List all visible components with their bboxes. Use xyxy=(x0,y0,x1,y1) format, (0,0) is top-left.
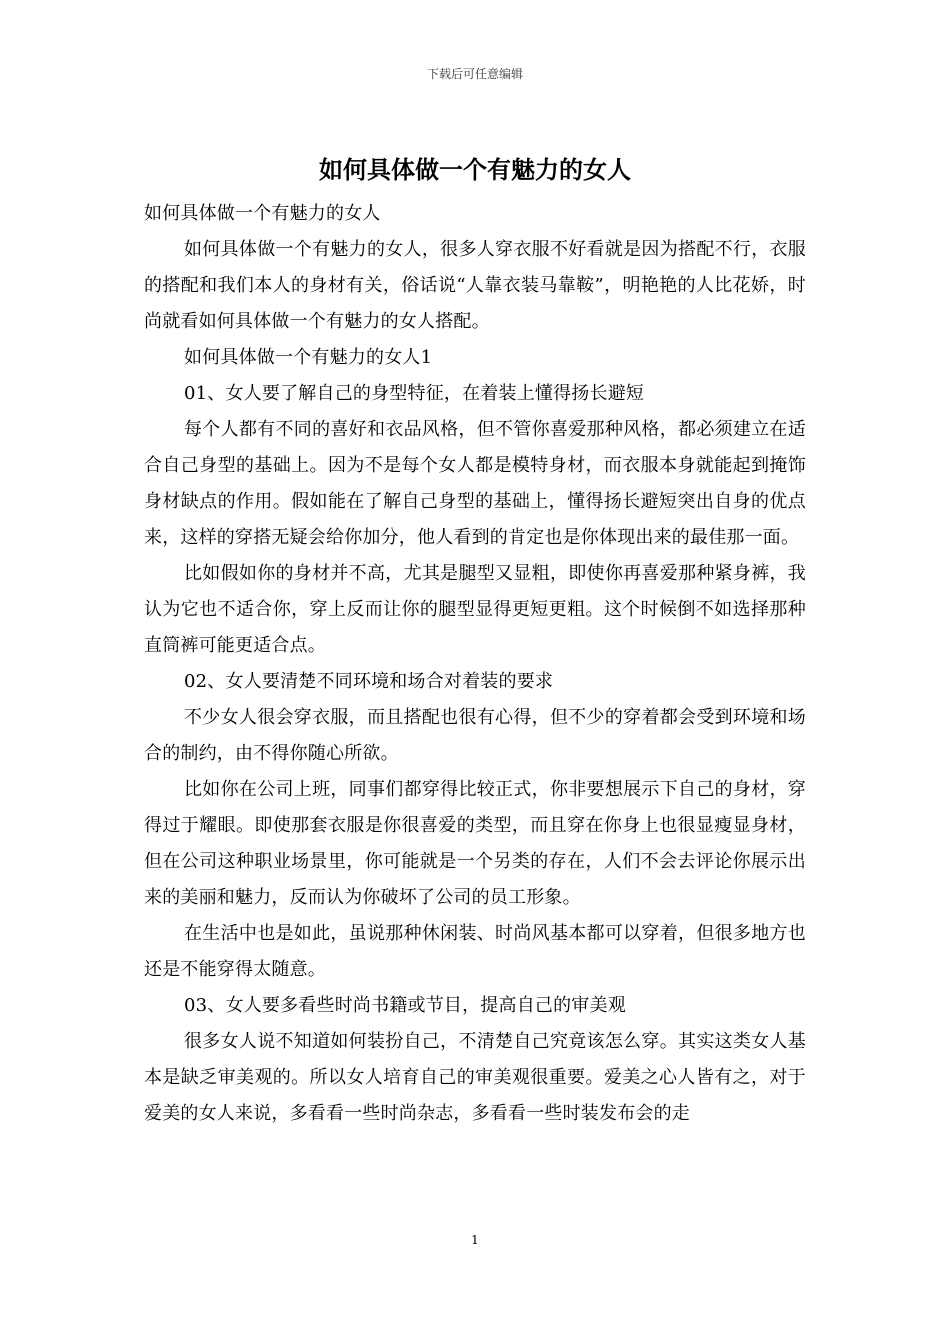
paragraph: 在生活中也是如此，虽说那种休闲装、时尚风基本都可以穿着，但很多地方也还是不能穿得太随意。 xyxy=(144,923,806,980)
paragraph-subtitle: 如何具体做一个有魅力的女人 xyxy=(144,203,381,224)
paragraph: 每个人都有不同的喜好和衣品风格，但不管你喜爱那种风格，都必须建立在适合自己身型的基础上。因为不是每个女人都是模特身材，而衣服本身就能起到掩饰身材缺点的作用。假如能在了解自己身型的基础上，懂得扬长避短突出自身的优点来，这样的穿搭无疑会给你加分，他人看到的肯定也是你体现出来的最佳那一面。 xyxy=(144,419,806,548)
paragraph: 比如你在公司上班，同事们都穿得比较正式，你非要想展示下自己的身材，穿得过于耀眼。即使那套衣服是你很喜爱的类型，而且穿在你身上也很显瘦显身材，但在公司这种职业场景里，你可能就是一个另类的存在，人们不会去评论你展示出来的美丽和魅力，反而认为你破坏了公司的员工形象。 xyxy=(144,779,806,908)
paragraph-section-heading: 如何具体做一个有魅力的女人1 xyxy=(184,347,433,368)
document-title: 如何具体做一个有魅力的女人 xyxy=(319,155,631,184)
paragraph-intro: 如何具体做一个有魅力的女人，很多人穿衣服不好看就是因为搭配不行，衣服的搭配和我们本人的身材有关，俗话说“人靠衣装马靠鞍”，明艳艳的人比花娇，时尚就看如何具体做一个有魅力的女人搭配。 xyxy=(144,239,806,332)
paragraph: 不少女人很会穿衣服，而且搭配也很有心得，但不少的穿着都会受到环境和场合的制约，由不得你随心所欲。 xyxy=(144,707,806,764)
page-header: 下载后可任意编辑 xyxy=(426,67,523,81)
paragraph: 比如假如你的身材并不高，尤其是腿型又显粗，即使你再喜爱那种紧身裤，我认为它也不适合你，穿上反而让你的腿型显得更短更粗。这个时候倒不如选择那种直筒裤可能更适合点。 xyxy=(144,563,806,656)
paragraph-point-03: 03、女人要多看些时尚书籍或节目，提高自己的审美观 xyxy=(184,995,626,1016)
paragraph-point-02: 02、女人要清楚不同环境和场合对着装的要求 xyxy=(184,671,554,692)
paragraph: 很多女人说不知道如何装扮自己，不清楚自己究竟该怎么穿。其实这类女人基本是缺乏审美观的。所以女人培育自己的审美观很重要。爱美之心人皆有之，对于爱美的女人来说，多看看一些时尚杂志，多看看一些时装发布会的走 xyxy=(144,1031,806,1124)
paragraph-point-01: 01、女人要了解自己的身型特征，在着装上懂得扬长避短 xyxy=(184,383,645,404)
document-body xyxy=(144,196,806,1132)
page-number: 1 xyxy=(471,1233,479,1247)
